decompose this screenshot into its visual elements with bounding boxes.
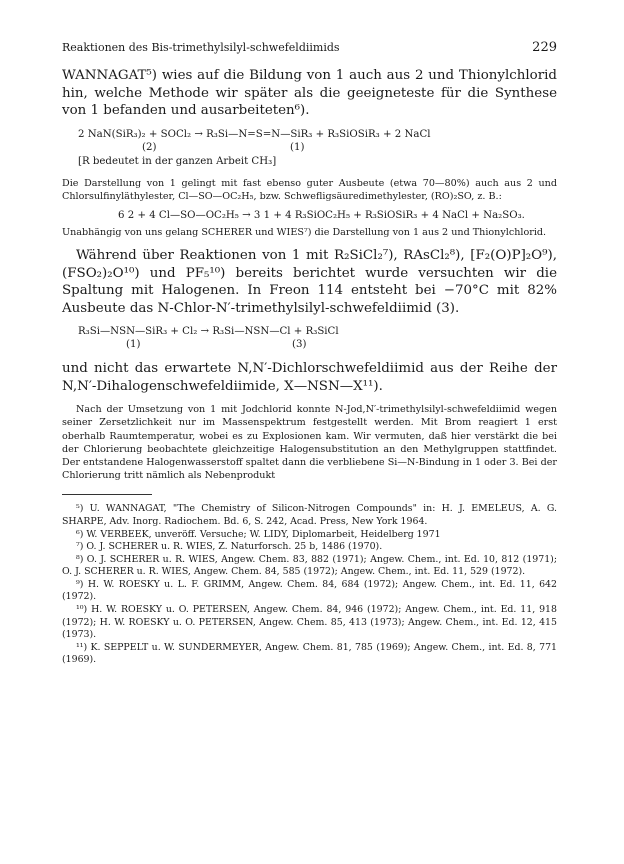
small-paragraph-3: Nach der Umsetzung von 1 mit Jodchlorid konnte N-Jod,N′-trimethylsilyl-schwefeldiimid wegen seiner Zersetzlichkeit nur im Massenspektrum festgestellt werden. Mit Brom reagiert 1 erst oberhalb Raumtemperatur, wobei es zu Explosionen kam. Wir vermuten, daß hier verstärkt die bei der Chlorierung beobachtete gleichzeitige Halogensubstitution an den Methylgruppen stattfindet. Der entstandene Halogenwasserstoff spaltet dann die verbliebene Si—N-Bindung in 1 oder 3. Bei der Chlorierung tritt nämlich als Nebenprodukt <box>62 404 557 482</box>
footnote: ⁷) O. J. SCHERER u. R. WIES, Z. Naturforsch. 25 b, 1486 (1970). <box>76 541 383 553</box>
equation-1-labels <box>62 141 557 155</box>
body-paragraph-2: Während über Reaktionen von 1 mit R₂SiCl₂⁷), RAsCl₂⁸), [F₂(O)P]₂O⁹), (FSO₂)₂O¹⁰) und PF₅¹⁰) bereits berichtet wurde versuchten wir die Spaltung mit Halogenen. In Freon 114 entsteht bei −70°C mit 82% Ausbeute das N-Chlor-N′-trimethylsilyl-schwefeldiimid (3). <box>62 248 557 316</box>
footnote-rule <box>62 494 152 495</box>
equation-2: 6 2 + 4 Cl—SO—OC₂H₅ → 3 1 + 4 R₃SiOC₂H₅ + R₃SiOSiR₃ + 4 NaCl + Na₂SO₃. <box>118 209 525 221</box>
compound-label-1: (1) <box>290 141 305 153</box>
footnote: ⁶) W. VERBEEK, unveröff. Versuche; W. LIDY, Diplomarbeit, Heidelberg 1971 <box>76 528 441 540</box>
body-paragraph-3: und nicht das erwartete N,N′-Dichlorschwefeldiimid aus der Reihe der N,N′-Dihalogenschwefeldiimide, X—NSN—X¹¹). <box>62 361 557 394</box>
equation-1: 2 NaN(SiR₃)₂ + SOCl₂ → R₃Si—N=S=N—SiR₃ + R₃SiOSiR₃ + 2 NaCl <box>78 128 431 140</box>
small-paragraph-2: Unabhängig von uns gelang SCHERER und WIES⁷) die Darstellung von 1 aus 2 und Thionylchlorid. <box>62 226 547 238</box>
compound-label-2: (2) <box>142 141 157 153</box>
running-header <box>62 40 557 55</box>
compound-label-1b: (1) <box>126 339 141 351</box>
footnote: ¹⁰) H. W. ROESKY u. O. PETERSEN, Angew. Chem. 84, 946 (1972); Angew. Chem., int. Ed. 11, 918 (1972); H. W. ROESKY u. O. PETERSEN, Angew. Chem. 85, 413 (1973); Angew. Chem., int. Ed. 12, 415 (1973). <box>62 604 557 641</box>
page <box>62 40 557 667</box>
equation-1-note: [R bedeutet in der ganzen Arbeit CH₃] <box>78 155 277 167</box>
footnote: ⁵) U. WANNAGAT, "The Chemistry of Silicon-Nitrogen Compounds" in: H. J. EMELEUS, A. G. SHARPE, Adv. Inorg. Radiochem. Bd. 6, S. 242, Acad. Press, New York 1964. <box>62 503 557 527</box>
small-paragraph-1: Die Darstellung von 1 gelingt mit fast ebenso guter Ausbeute (etwa 70—80%) auch aus 2 und Chlorsulfinyläthylester, Cl—SO—OC₂H₅, bzw. Schwefligsäuredimethylester, (RO)₂SO, z. B.: <box>62 177 557 202</box>
compound-label-3: (3) <box>292 339 307 351</box>
running-title: Reaktionen des Bis-trimethylsilyl-schwefeldiimids <box>62 41 340 54</box>
equation-3: R₃Si—NSN—SiR₃ + Cl₂ → R₃Si—NSN—Cl + R₃SiCl <box>78 326 339 338</box>
body-paragraph-1: WANNAGAT⁵) wies auf die Bildung von 1 auch aus 2 und Thionylchlorid hin, welche Methode wir später als die geeigneteste für die Synthese von 1 befanden und ausarbeiteten⁶). <box>62 68 557 118</box>
footnote: ¹¹) K. SEPPELT u. W. SUNDERMEYER, Angew. Chem. 81, 785 (1969); Angew. Chem., int. Ed. 8, 771 (1969). <box>62 641 557 666</box>
footnote: ⁸) O. J. SCHERER u. R. WIES, Angew. Chem. 83, 882 (1971); Angew. Chem., int. Ed. 10, 812 (1971); O. J. SCHERER u. R. WIES, Angew. Chem. 84, 585 (1972); Angew. Chem., int. Ed. 11, 529 (1972). <box>62 553 557 578</box>
footnote: ⁹) H. W. ROESKY u. L. F. GRIMM, Angew. Chem. 84, 684 (1972); Angew. Chem., int. Ed. 11, 642 (1972). <box>62 578 557 603</box>
page-number: 229 <box>532 40 557 55</box>
footnotes <box>62 503 557 667</box>
equation-3-labels <box>62 338 557 352</box>
